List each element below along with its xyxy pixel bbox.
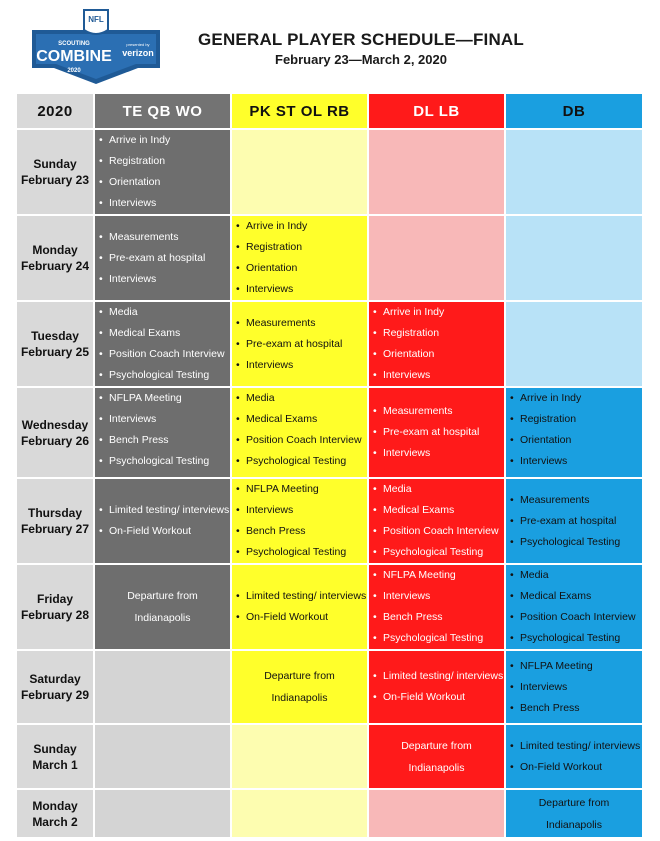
list-item: • On-Field Workout bbox=[98, 525, 230, 538]
day-weekday: Monday bbox=[32, 243, 78, 257]
day-weekday: Saturday bbox=[29, 672, 81, 686]
schedule-cell-group4 bbox=[506, 388, 644, 479]
list-item: • Bench Press bbox=[235, 525, 367, 538]
list-item: • Orientation bbox=[98, 176, 230, 189]
list-item: • Limited testing/ interviews bbox=[509, 740, 642, 753]
schedule-cell-group2-empty bbox=[232, 130, 369, 216]
list-item: • NFLPA Meeting bbox=[98, 392, 230, 405]
list-item: • Bench Press bbox=[509, 702, 642, 715]
schedule-cell-group1 bbox=[95, 130, 232, 216]
day-label bbox=[17, 302, 95, 388]
header-group2: PK ST OL RB bbox=[232, 94, 369, 130]
list-item: • Media bbox=[235, 392, 367, 405]
page-title: GENERAL PLAYER SCHEDULE—FINAL bbox=[197, 30, 524, 49]
logo-sponsor: verizon bbox=[122, 48, 154, 58]
day-label bbox=[17, 725, 95, 790]
list-item: • Arrive in Indy bbox=[509, 392, 642, 405]
list-item: • Medical Exams bbox=[372, 504, 504, 517]
day-weekday: Thursday bbox=[27, 506, 82, 520]
schedule-cell-group1 bbox=[95, 388, 232, 479]
list-item: • Media bbox=[509, 569, 642, 582]
list-item: • Limited testing/ interviews bbox=[235, 590, 367, 603]
schedule-table bbox=[17, 94, 644, 839]
schedule-cell-group4-empty bbox=[506, 216, 644, 302]
logo-presented-by: presented by bbox=[126, 42, 150, 47]
schedule-cell-group3-empty bbox=[369, 216, 506, 302]
list-item: • Pre-exam at hospital bbox=[98, 252, 230, 265]
list-item: • Interviews bbox=[372, 590, 504, 603]
list-item: • Registration bbox=[509, 413, 642, 426]
list-item: • Interviews bbox=[235, 283, 367, 296]
schedule-cell-group1 bbox=[95, 479, 232, 565]
day-label bbox=[17, 479, 95, 565]
list-item: • On-Field Workout bbox=[372, 691, 504, 704]
list-item: • Registration bbox=[235, 241, 367, 254]
day-weekday: Tuesday bbox=[31, 329, 79, 343]
schedule-cell-group4-empty bbox=[506, 130, 644, 216]
list-item: • Psychological Testing bbox=[372, 632, 504, 645]
nfl-combine-logo bbox=[26, 8, 166, 86]
list-item: • Interviews bbox=[372, 447, 504, 460]
list-item: • Pre-exam at hospital bbox=[372, 426, 504, 439]
list-item: • Position Coach Interview bbox=[235, 434, 367, 447]
day-weekday: Sunday bbox=[33, 157, 77, 171]
list-item: • NFLPA Meeting bbox=[235, 483, 367, 496]
departure-line: Departure from bbox=[264, 670, 335, 682]
day-date: February 29 bbox=[20, 688, 90, 702]
departure-line: Indianapolis bbox=[134, 612, 191, 624]
schedule-cell-group2 bbox=[232, 479, 369, 565]
list-item: • Interviews bbox=[235, 359, 367, 372]
list-item: • Measurements bbox=[372, 405, 504, 418]
schedule-cell-group2-departure bbox=[232, 651, 369, 725]
day-date: February 27 bbox=[20, 522, 90, 536]
day-weekday: Sunday bbox=[33, 741, 77, 756]
departure-line: Indianapolis bbox=[408, 761, 465, 774]
page-subtitle: February 23—March 2, 2020 bbox=[275, 52, 447, 67]
day-date: February 28 bbox=[20, 608, 90, 622]
day-label bbox=[17, 790, 95, 839]
header-group1: TE QB WO bbox=[95, 94, 232, 130]
departure-line: Indianapolis bbox=[545, 818, 603, 831]
list-item: • Interviews bbox=[509, 681, 642, 694]
schedule-cell-group3 bbox=[369, 302, 506, 388]
list-item: • Limited testing/ interviews bbox=[98, 504, 230, 517]
list-item: • Arrive in Indy bbox=[98, 134, 230, 147]
schedule-cell-group4-departure bbox=[506, 790, 644, 839]
list-item: • Pre-exam at hospital bbox=[235, 338, 367, 351]
schedule-cell-group4 bbox=[506, 725, 644, 790]
list-item: • Arrive in Indy bbox=[235, 220, 367, 233]
schedule-cell-group3-departure bbox=[369, 725, 506, 790]
list-item: • Psychological Testing bbox=[235, 455, 367, 468]
schedule-cell-group1-empty bbox=[95, 725, 232, 790]
schedule-cell-group3 bbox=[369, 388, 506, 479]
schedule-cell-group1-empty bbox=[95, 790, 232, 839]
header-year: 2020 bbox=[17, 94, 95, 130]
day-label bbox=[17, 565, 95, 651]
day-weekday: Monday bbox=[32, 798, 78, 813]
list-item: • Medical Exams bbox=[235, 413, 367, 426]
list-item: • Arrive in Indy bbox=[372, 306, 504, 319]
day-date: February 25 bbox=[20, 345, 90, 359]
schedule-cell-group2 bbox=[232, 302, 369, 388]
list-item: • Interviews bbox=[509, 455, 642, 468]
schedule-cell-group4-empty bbox=[506, 302, 644, 388]
departure-line: Departure from bbox=[401, 739, 472, 752]
schedule-cell-group3-empty bbox=[369, 130, 506, 216]
schedule-cell-group2 bbox=[232, 216, 369, 302]
list-item: • Position Coach Interview bbox=[372, 525, 504, 538]
list-item: • Interviews bbox=[98, 413, 230, 426]
list-item: • Orientation bbox=[509, 434, 642, 447]
list-item: • Limited testing/ interviews bbox=[372, 670, 504, 683]
day-weekday: Friday bbox=[36, 592, 73, 606]
day-date: March 2 bbox=[32, 814, 78, 829]
day-date: March 1 bbox=[32, 757, 78, 772]
list-item: • Medical Exams bbox=[509, 590, 642, 603]
schedule-cell-group4 bbox=[506, 651, 644, 725]
day-date: February 24 bbox=[20, 259, 90, 273]
day-label bbox=[17, 216, 95, 302]
day-date: February 26 bbox=[20, 433, 90, 448]
list-item: • Psychological Testing bbox=[372, 546, 504, 559]
list-item: • On-Field Workout bbox=[235, 611, 367, 624]
schedule-cell-group3 bbox=[369, 479, 506, 565]
schedule-cell-group1 bbox=[95, 302, 232, 388]
schedule-cell-group2 bbox=[232, 565, 369, 651]
schedule-cell-group4 bbox=[506, 565, 644, 651]
schedule-cell-group2-empty bbox=[232, 790, 369, 839]
schedule-cell-group2 bbox=[232, 388, 369, 479]
schedule-cell-group3 bbox=[369, 565, 506, 651]
day-label bbox=[17, 388, 95, 479]
list-item: • Psychological Testing bbox=[509, 632, 642, 645]
schedule-cell-group4 bbox=[506, 479, 644, 565]
departure-line: Departure from bbox=[538, 796, 610, 809]
list-item: • Bench Press bbox=[98, 434, 230, 447]
list-item: • Psychological Testing bbox=[98, 369, 230, 382]
list-item: • Psychological Testing bbox=[98, 455, 230, 468]
departure-line: Departure from bbox=[127, 590, 198, 602]
header-group3: DL LB bbox=[369, 94, 506, 130]
logo-line1: SCOUTING bbox=[58, 41, 90, 47]
list-item: • Media bbox=[372, 483, 504, 496]
schedule-cell-group1-departure bbox=[95, 565, 232, 651]
list-item: • Medical Exams bbox=[98, 327, 230, 340]
list-item: • NFLPA Meeting bbox=[509, 660, 642, 673]
day-date: February 23 bbox=[20, 173, 90, 187]
schedule-cell-group3-empty bbox=[369, 790, 506, 839]
list-item: • Position Coach Interview bbox=[509, 611, 642, 624]
list-item: • Interviews bbox=[98, 197, 230, 210]
list-item: • Psychological Testing bbox=[509, 536, 642, 549]
day-label bbox=[17, 130, 95, 216]
list-item: • Registration bbox=[372, 327, 504, 340]
logo-year: 2020 bbox=[67, 68, 81, 74]
list-item: • Orientation bbox=[372, 348, 504, 361]
list-item: • Registration bbox=[98, 155, 230, 168]
list-item: • Pre-exam at hospital bbox=[509, 515, 642, 528]
schedule-cell-group2-empty bbox=[232, 725, 369, 790]
day-label bbox=[17, 651, 95, 725]
list-item: • Bench Press bbox=[372, 611, 504, 624]
schedule-cell-group1 bbox=[95, 216, 232, 302]
schedule-cell-group1-empty bbox=[95, 651, 232, 725]
list-item: • Psychological Testing bbox=[235, 546, 367, 559]
list-item: • Interviews bbox=[235, 504, 367, 517]
list-item: • Measurements bbox=[98, 231, 230, 244]
list-item: • Media bbox=[98, 306, 230, 319]
list-item: • Measurements bbox=[509, 494, 642, 507]
header-group4: DB bbox=[506, 94, 644, 130]
list-item: • Interviews bbox=[372, 369, 504, 382]
logo-line2: COMBINE bbox=[36, 48, 112, 65]
day-weekday: Wednesday bbox=[21, 417, 89, 432]
departure-line: Indianapolis bbox=[271, 692, 328, 704]
list-item: • Measurements bbox=[235, 317, 367, 330]
list-item: • NFLPA Meeting bbox=[372, 569, 504, 582]
list-item: • Interviews bbox=[98, 273, 230, 286]
schedule-cell-group3 bbox=[369, 651, 506, 725]
list-item: • Orientation bbox=[235, 262, 367, 275]
list-item: • On-Field Workout bbox=[509, 761, 642, 774]
logo-brand: NFL bbox=[88, 15, 104, 24]
list-item: • Position Coach Interview bbox=[98, 348, 230, 361]
